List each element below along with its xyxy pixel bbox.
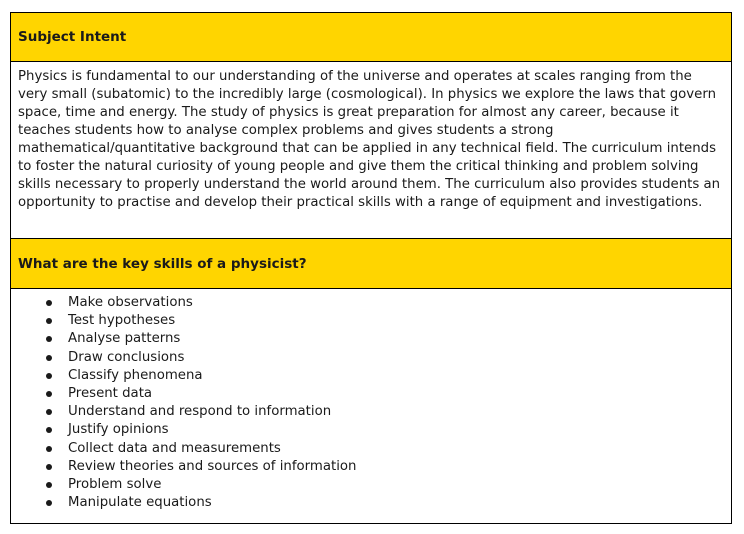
skill-label: Manipulate equations [68,495,212,511]
subject-intent-header [11,13,731,62]
skill-item [18,421,724,439]
skill-label: Classify phenomena [68,367,203,383]
skill-item [18,385,724,403]
key-skills-header [11,239,731,289]
subject-intent-body [11,62,731,239]
bullet-icon [46,336,52,342]
skill-item [18,330,724,348]
skill-item [18,440,724,458]
bullet-icon [46,391,52,397]
skill-item [18,294,724,312]
skill-item [18,367,724,385]
skill-item [18,494,724,512]
bullet-icon [46,500,52,506]
skill-label: Problem solve [68,476,162,492]
skill-item [18,403,724,421]
bullet-icon [46,318,52,324]
skill-item [18,458,724,476]
skill-label: Test hypotheses [68,313,176,329]
bullet-icon [46,373,52,379]
subject-intent-table [10,12,732,524]
skill-label: Make observations [68,295,193,310]
bullet-icon [46,446,52,452]
skill-label: Justify opinions [68,422,169,438]
bullet-icon [46,300,52,306]
bullet-icon [46,355,52,361]
skill-label: Draw conclusions [68,349,185,365]
key-skills-list [18,294,724,512]
skill-item [18,476,724,494]
skill-item [18,312,724,330]
bullet-icon [46,464,52,470]
bullet-icon [46,409,52,415]
skill-label: Collect data and measurements [68,440,281,456]
skill-label: Present data [68,385,153,401]
skill-label: Analyse patterns [68,331,181,347]
bullet-icon [46,482,52,488]
skill-label: Review theories and sources of information [68,458,357,474]
bullet-icon [46,427,52,433]
key-skills-heading: What are the key skills of a physicist? [18,255,307,272]
skill-label: Understand and respond to information [68,404,332,420]
subject-intent-heading: Subject Intent [18,29,127,45]
subject-intent-paragraph: Physics is fundamental to our understanding of the universe and operates at scales ranging from the very small (subatomic) to the incredibly large (cosmological). In physics we explore the laws that govern space, time and energy. The study of physics is great preparation for almost any career, because it teaches students how to analyse complex problems and gives students a strong mathematical/quantitative background that can be applied in any technical field. The curriculum intends to foster the natural curiosity of young people and give them the critical thinking and problem solving skills necessary to properly understand the world around them. The curriculum also provides students an opportunity to practise and develop their practical skills with a range of equipment and investigations. [18,69,721,210]
skill-item [18,349,724,367]
key-skills-body [11,289,731,523]
